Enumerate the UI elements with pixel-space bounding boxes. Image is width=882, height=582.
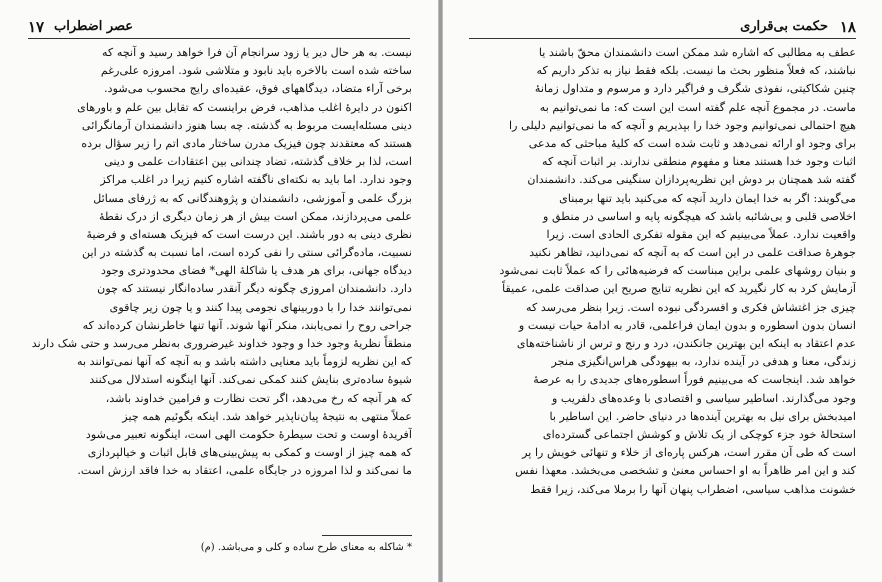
page-number: ۱۸ [839,18,856,36]
text-line: نمی‌توانند خدا را با دوربینهای نجومی پیدا کنند و یا چون زیر چاقوی [109,300,412,314]
text-line: گفته شد همچنان بر دوش این نظریه‌پردازان سنگینی می‌کند. دانشمندان [527,173,856,187]
text-line: وجود ندارد. اما باید به نکته‌ای ناگفته اشاره کنیم زیرا در اغلب مراکز [100,173,412,187]
footnote-rule [322,535,412,536]
text-line: واقعیت ندارد. عملاً می‌بینیم که این مقوله تفکری الحادی است. زیرا [546,227,856,241]
text-line: است که طی آن مقرر است، هرکس پاره‌ای از خلاء و تنهائی خویش را پر [522,446,856,460]
running-title: عصر اضطراب [54,19,134,34]
text-line: و بنیان روشهای علمی براین مبناست که فرضیه‌هائی را که عملاً ثابت نمی‌شود [499,264,856,278]
text-line: که هر آنچه که رخ می‌دهد، اگر تحت نظارت و فرامین خداوند باشد، [105,391,412,405]
text-line: دینی مسئله‌ایست مربوط به گذشته. چه بسا هنوز دانشمندان آرمانگرائی [81,118,412,132]
text-line: برخی آراء متضاد، دیدگاههای فوق، عقیده‌ای رایج محسوب می‌شود. [104,82,412,96]
text-line: انسان بدون اسطوره و بدون ایمان فراعلمی، قادر به ادامهٔ حیات نیست و [518,318,856,332]
text-line: عملاً منتهی به نتیجهٔ پیان‌ناپذیر خواهد شد. اینکه بگوئیم همه چیز [122,409,412,423]
text-line: برای وجود او ارائه نمی‌دهد و ثابت شده است که کلیهٔ مباحثی که مدعی [528,136,856,150]
text-line: بزرگ علمی و آموزشی، دانشمندان و پژوهندگانی که به ژرفای مسائل [93,191,412,205]
right-page-body [467,44,856,499]
text-line: خواهد شد. اینجاست که می‌بینیم فوراً اسطوره‌های جدیدی را به عرصهٔ [533,373,856,387]
text-line: هستند که معتقدند چون فیزیک مدرن ساختار مادی اتم را زیر سؤال برده [81,136,412,150]
text-line: که همه چیز از اوست و کمکی به پیش‌بینی‌های قابل اثبات و خیالپردازی [87,446,412,460]
page-number: ۱۷ [28,18,45,36]
right-page-header [469,18,856,40]
text-line: می‌گویند: اگر به خدا ایمان دارید آنچه که می‌کنید باید تنها برمبنای [559,191,856,205]
left-page-body [26,44,412,481]
right-page [442,0,882,582]
text-line: که این نظریه لزوماً باید معنایی داشته باشد و به آنچه که آنها نمی‌توانند به [77,355,412,369]
running-title: حکمت بی‌قراری [740,19,828,34]
text-line: نیست. به هر حال دیر یا زود سرانجام آن فرا خواهد رسید و آنچه که [101,46,412,59]
text-line: دیدگاه جهانی، برای هر هدف یا شاکلهٔ الهی* فضای محدودتری وجود [101,264,412,278]
text-line: ما نمی‌کند و لذا امروزه در جایگاه علمی، اعتقاد به خدا فاقد ارزش است. [77,464,412,478]
text-line: ماست. در مجموع آنچه علم گفته است این است که: ما نمی‌توانیم به [539,100,856,114]
text-line: آفریدهٔ اوست و تحت سیطرهٔ حکومت الهی است، اینگونه تعبیر می‌شود [85,427,412,441]
text-line: ساخته شده است بالاخره باید نابود و متلاشی شود. امروزه علی‌رغم [100,64,412,78]
text-line: عدم اعتقاد به اینکه این بهترین جانکندن، درد و رنج و ترس از ناشناخته‌های [516,337,856,350]
text-line: زندگی، معنا و هدفی در آینده ندارد، به بیهودگی هراس‌انگیزی منجر [551,355,856,369]
left-page [0,0,439,582]
footnote: * شاکله به معنای طرح ساده و کلی و می‌باشد. (م) [200,542,412,553]
left-page-header [28,18,410,40]
text-line: امیدبخش برای نیل به بهترین آینده‌ها در دنیای حاضر. این اساطیر با [549,409,856,423]
text-line: چیزی جز اغتشاش فکری و افسردگی نبوده است. زیرا بنظر می‌رسد که [526,300,856,314]
text-line: چنین شکاکیتی، نفوذی شگرف و فراگیر دارد و مرسوم و متداول زمانهٔ [534,82,856,96]
text-line: آزمایش کرد به کار نگیرید که این نظریه تنایج صریح این صداقت علمی، عمیقاً [502,282,856,296]
text-line: وجود می‌گذارند. اساطیر سیاسی و اقتصادی با وعده‌های دلفریب و [551,391,856,405]
text-line: منطقاً نظریهٔ وجود خدا و وجود خداوند غیرضروری به‌نظر می‌رسد و حتی شک دارند [31,337,412,350]
text-line: نباشند، که فعلاً منظور بحث ما نیست. بلکه فقط نیاز به تذکر داریم که [536,64,856,78]
text-line: عطف به مطالبی که اشاره شد ممکن است دانشمندان محقّ باشند یا [538,46,856,59]
text-line: است، لذا بر خلاف گذشته، تضاد چندانی بین اعتقادات علمی و دینی [104,155,412,169]
text-line: جوهرهٔ صداقت علمی در این است که به آنچه که نمی‌دانید، تظاهر نکنید [529,246,856,260]
header-rule [28,38,410,39]
text-line: استحالهٔ خود جزء کوچکی از یک تلاش و کوشش اجتماعی گسترده‌ای [542,427,856,441]
text-line: جراحی روح را نمی‌یابند، منکر آنها شوند. آنها تنها خاطرنشان کرده‌اند که [82,318,412,332]
text-line: اکنون در دایرهٔ اغلب مذاهب، فرض براینست که تقابل بین علم و باورهای [77,100,412,114]
text-line: شیوهٔ ساده‌تری بنایش کنند کمکی نمی‌کند. آنها اینگونه استدلال می‌کنند [89,373,412,387]
text-line: اثبات وجود خدا هستند معنا و مفهوم منطقی ندارند. بر اثبات آنچه که [542,155,856,169]
text-line: نظری دینی به دور باشند. این درست است که فیزیک هسته‌ای و فرضیهٔ [86,227,412,241]
header-rule [469,38,856,39]
text-line: نسبیت، ماده‌گرائی سنتی را نفی کرده است، اما نسبت به گذشته در این [81,246,412,260]
text-line: کند و این امر ظاهراً به او احساس معنیٰ و تشخصی می‌بخشد. معهذا نفس [515,464,856,478]
text-line: خشونت مذاهب سیاسی، اضطراب پنهان آنها را برملا می‌کند، زیرا فقط [530,482,856,496]
text-line: اخلاصی قلبی و بی‌شائبه باشد که هیچگونه پایه و اساسی در منطق و [542,209,856,223]
text-line: علمی می‌پردازند، ممکن است بیش از هر زمان دیگری از درک نقطهٔ [98,209,412,223]
text-line: هیچ احتمالی نمی‌توانیم وجود خدا را بپذیریم و آنچه که ما نمی‌توانیم دلیلی را [509,118,856,132]
text-line: دارد. دانشمندان امروزی چگونه دیگر آنقدر ساده‌انگار نیستند که چون [97,282,412,296]
